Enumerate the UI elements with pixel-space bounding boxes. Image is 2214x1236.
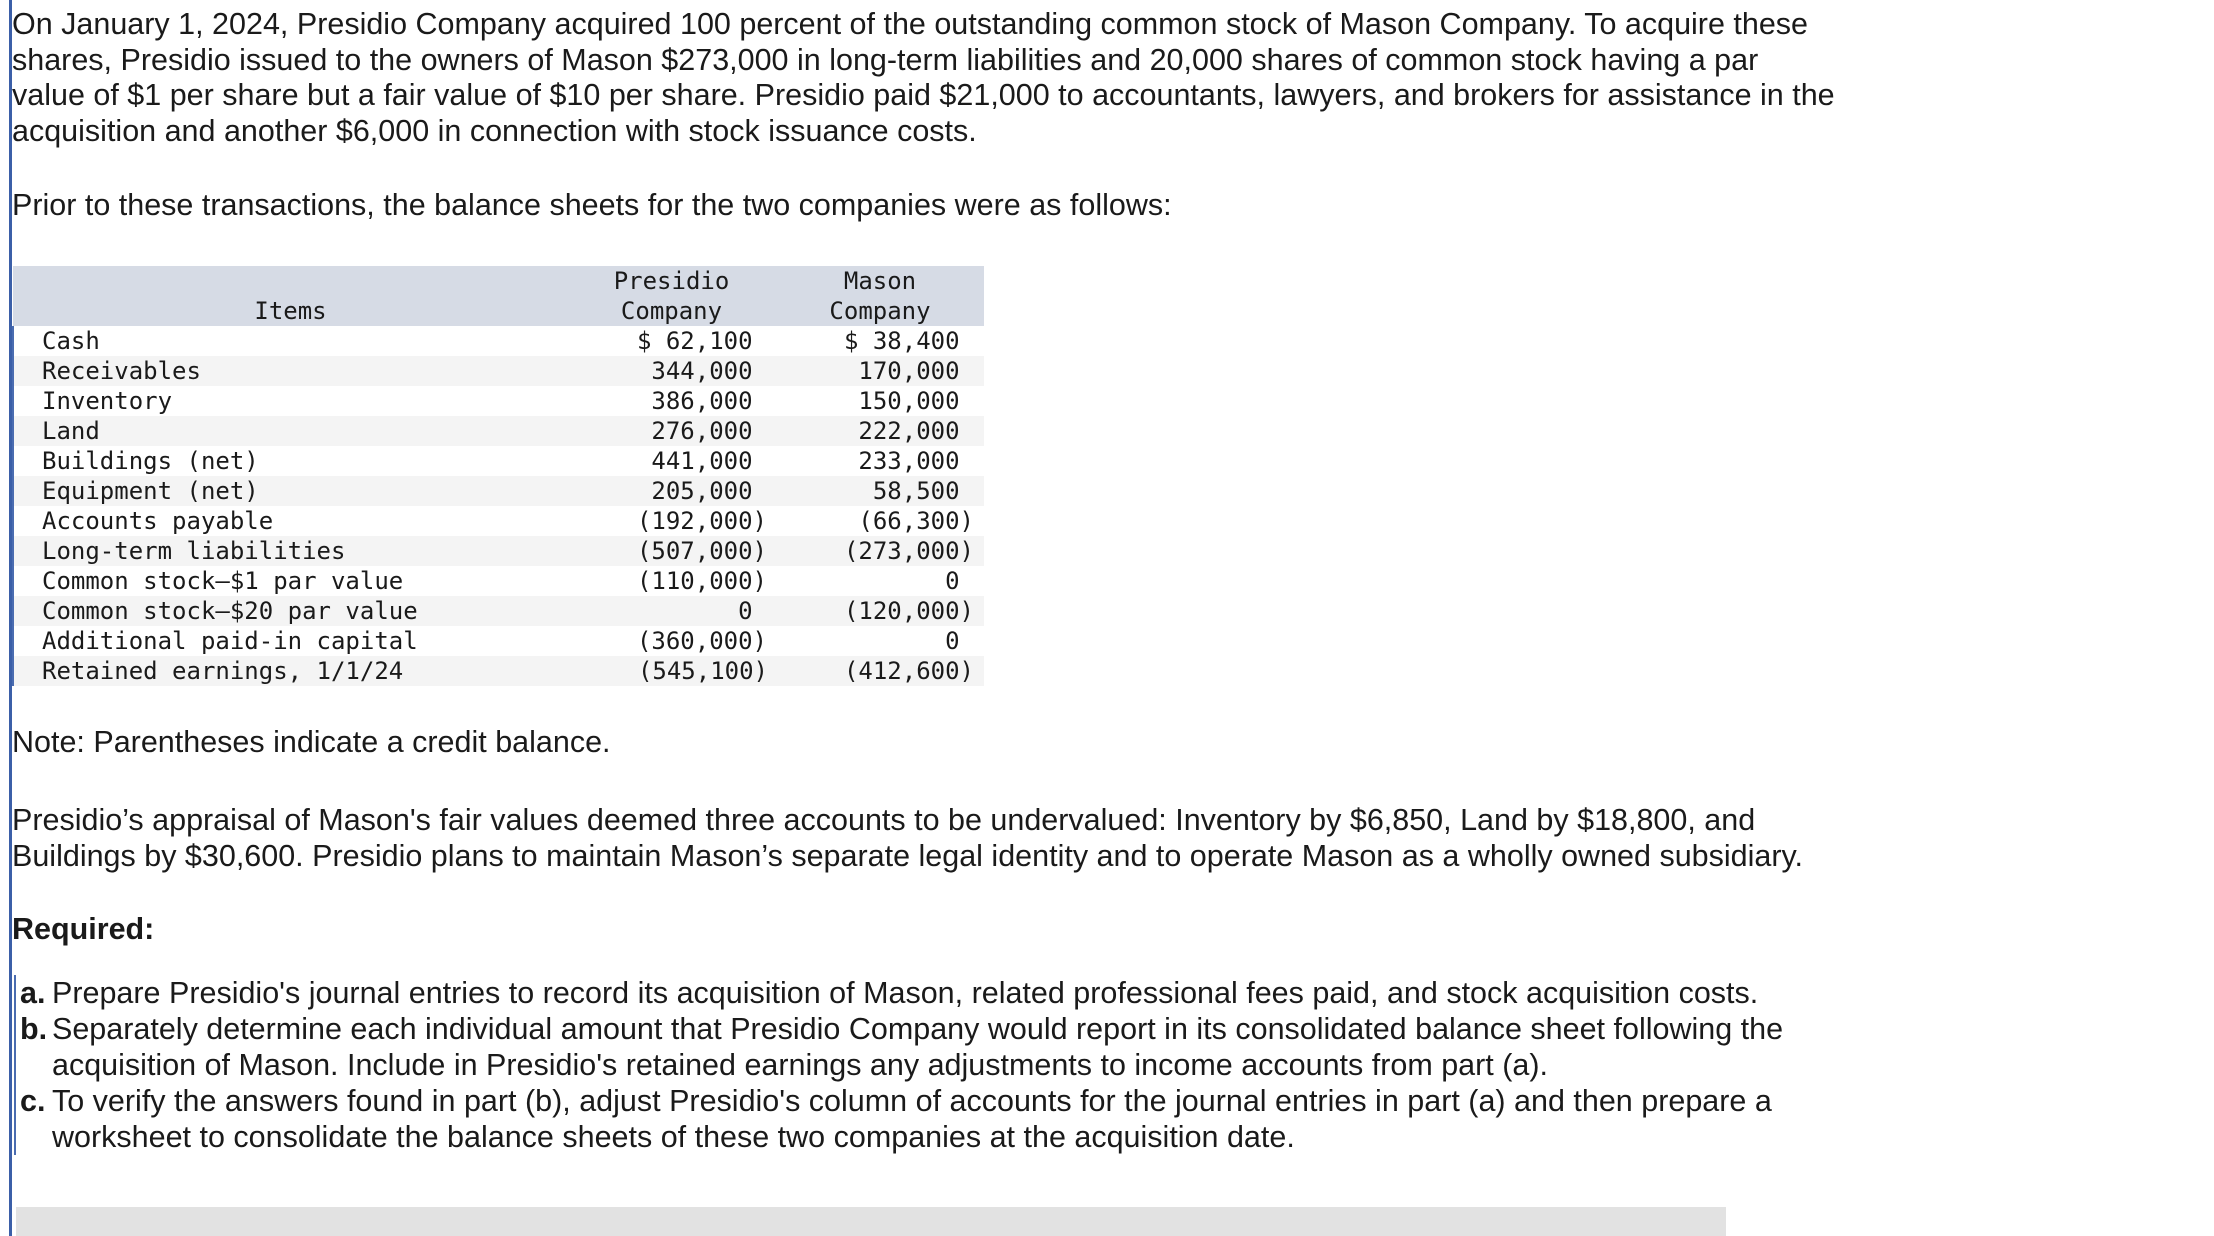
requirement-letter: a. [20,976,46,1010]
required-heading: Required: [12,912,155,946]
table-row [13,416,984,446]
header-mason-line1: Mason [843,267,917,295]
row-presidio-value: (507,000) [568,536,776,566]
header-presidio [568,266,776,326]
requirement-c [14,1083,1914,1155]
row-mason-value: 222,000 [776,416,984,446]
requirement-line: Separately determine each individual amount that Presidio Company would report in its consolidated balance sheet following the [52,1012,1784,1046]
row-presidio-value: (360,000) [636,627,767,655]
bottom-tab-bar[interactable] [16,1207,1726,1236]
row-mason-value: (412,600) [776,656,984,686]
row-mason-value: 0 [945,627,974,655]
row-item: Additional paid-in capital [13,626,568,656]
intro-line: value of $1 per share but a fair value of $10 per share. Presidio paid $21,000 to accountants, lawyers, and brokers for assistance in the [12,78,1835,112]
row-item: Receivables [13,356,568,386]
requirement-letter: b. [20,1012,48,1046]
requirement-letter: c. [20,1084,46,1118]
row-mason-value: $ 38,400 [843,327,974,355]
row-mason-value: 233,000 [858,447,974,475]
table-row [13,386,984,416]
note-paragraph: Note: Parentheses indicate a credit balance. [12,725,611,759]
table-row [13,626,984,656]
row-item: Retained earnings, 1/1/24 [13,656,568,686]
row-item: Common stock–$20 par value [13,596,568,626]
table-row [13,536,984,566]
requirement-line: worksheet to consolidate the balance sheets of these two companies at the acquisition date. [52,1120,1295,1154]
row-mason-value: 150,000 [858,387,974,415]
row-presidio-value: 205,000 [568,476,776,506]
row-item: Land [13,416,568,446]
row-item: Cash [13,326,568,356]
intro-line: shares, Presidio issued to the owners of Mason $273,000 in long-term liabilities and 20,000 shares of common stock having a par [12,42,1759,77]
appraisal-paragraph [12,803,1803,874]
requirement-a [14,975,1914,1011]
row-item: Common stock–$1 par value [13,566,568,596]
row-presidio-value: (110,000) [636,567,767,595]
row-mason-value: (120,000) [776,596,984,626]
table-row [13,596,984,626]
header-presidio-line2: Company [620,297,723,325]
row-item: Accounts payable [13,506,568,536]
row-mason-value: 170,000 [776,356,984,386]
row-mason-value: (66,300) [858,507,974,535]
row-presidio-value: (192,000) [636,507,767,535]
table-row [13,566,984,596]
table-row [13,356,984,386]
table-row [13,446,984,476]
requirement-line: acquisition of Mason. Include in Presidio's retained earnings any adjustments to income accounts from part (a). [52,1048,1549,1082]
row-mason-value: (273,000) [776,536,984,566]
prior-paragraph: Prior to these transactions, the balance sheets for the two companies were as follows: [12,188,1172,222]
intro-line: On January 1, 2024, Presidio Company acquired 100 percent of the outstanding common stock of Mason Company. To acquire these [12,7,1809,41]
table-row [13,326,984,356]
table-row [13,656,984,686]
row-mason-value: 0 [945,567,974,595]
table-header-row [13,266,984,326]
row-item: Equipment (net) [13,476,568,506]
row-presidio-value: 386,000 [651,387,767,415]
requirement-line: Prepare Presidio's journal entries to record its acquisition of Mason, related professional fees paid, and stock acquisition costs. [52,976,1759,1010]
requirements-list [14,975,1914,1155]
row-presidio-value: 344,000 [568,356,776,386]
appraisal-line: Presidio’s appraisal of Mason's fair values deemed three accounts to be undervalued: Inventory by $6,850, Land by $18,800, and [12,803,1756,837]
header-presidio-line1: Presidio [613,267,730,295]
appraisal-line: Buildings by $30,600. Presidio plans to maintain Mason’s separate legal identity and to operate Mason as a wholly owned subsidiary. [12,838,1803,873]
row-presidio-value: 276,000 [568,416,776,446]
row-mason-value: 58,500 [776,476,984,506]
intro-line: acquisition and another $6,000 in connection with stock issuance costs. [12,113,977,148]
row-presidio-value: $ 62,100 [636,327,767,355]
table-row [13,506,984,536]
row-item: Inventory [13,386,568,416]
intro-paragraph [12,7,1835,149]
requirement-b [14,1011,1914,1083]
row-presidio-value: (545,100) [568,656,776,686]
row-presidio-value: 0 [568,596,776,626]
header-mason-line2: Company [829,297,931,325]
row-item: Buildings (net) [13,446,568,476]
balance-sheet-table [12,266,984,686]
requirement-line: To verify the answers found in part (b), adjust Presidio's column of accounts for the journal entries in part (a) and then prepare a [52,1084,1772,1118]
table-row [13,476,984,506]
balance-sheet-table-wrapper [12,266,984,686]
header-items: Items [13,266,568,326]
row-presidio-value: 441,000 [651,447,767,475]
row-item: Long-term liabilities [13,536,568,566]
header-mason [776,266,984,326]
